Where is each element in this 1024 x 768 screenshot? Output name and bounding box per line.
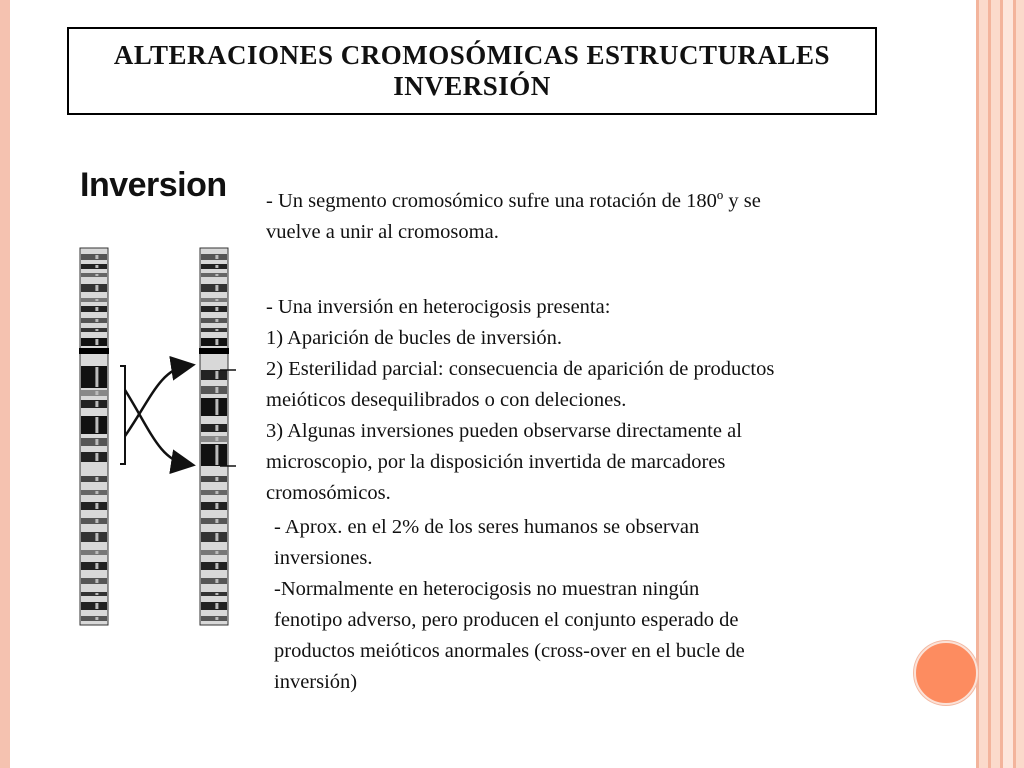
slide-title-box — [67, 27, 877, 115]
block-heterozygosis — [266, 292, 774, 509]
text-line: -Normalmente en heterocigosis no muestran ningún — [274, 578, 700, 600]
text-line: - Aprox. en el 2% de los seres humanos se observan — [274, 516, 700, 538]
inversion-bracket — [120, 366, 125, 464]
text-line: 2) Esterilidad parcial: consecuencia de aparición de productos — [266, 358, 775, 380]
decorative-orange-circle — [914, 641, 978, 705]
chromosome-original — [79, 248, 109, 625]
text-line: vuelve a unir al cromosoma. — [266, 221, 499, 243]
slide-title-line2: INVERSIÓN — [393, 71, 551, 101]
text-line: 1) Aparición de bucles de inversión. — [266, 327, 563, 349]
right-decoration — [976, 0, 1024, 768]
slide-title-line1: ALTERACIONES CROMOSÓMICAS ESTRUCTURALES — [113, 40, 831, 70]
block-frequency — [274, 512, 745, 698]
text-line: - Una inversión en heterocigosis presenta: — [266, 296, 611, 318]
inversion-chromosome-diagram — [70, 240, 250, 640]
inversion-arrow-top — [125, 366, 186, 436]
text-line: cromosómicos. — [266, 482, 391, 504]
text-line: meióticos desequilibrados o con deleciones. — [266, 389, 627, 411]
text-line: - Un segmento cromosómico sufre una rotación de 180º y se — [266, 190, 761, 212]
figure-label: Inversion — [80, 166, 227, 204]
text-line: productos meióticos anormales (cross-over en el bucle de — [274, 640, 745, 662]
chromosome-inverted — [199, 248, 229, 625]
inversion-arrow-bottom — [125, 390, 186, 464]
left-border-stripe — [0, 0, 10, 768]
block-definition — [266, 186, 761, 248]
text-line: fenotipo adverso, pero producen el conjunto esperado de — [274, 609, 739, 631]
text-line: 3) Algunas inversiones pueden observarse directamente al — [266, 420, 742, 442]
text-line: inversiones. — [274, 547, 373, 569]
text-line: microscopio, por la disposición invertida de marcadores — [266, 451, 726, 473]
text-line: inversión) — [274, 671, 358, 693]
